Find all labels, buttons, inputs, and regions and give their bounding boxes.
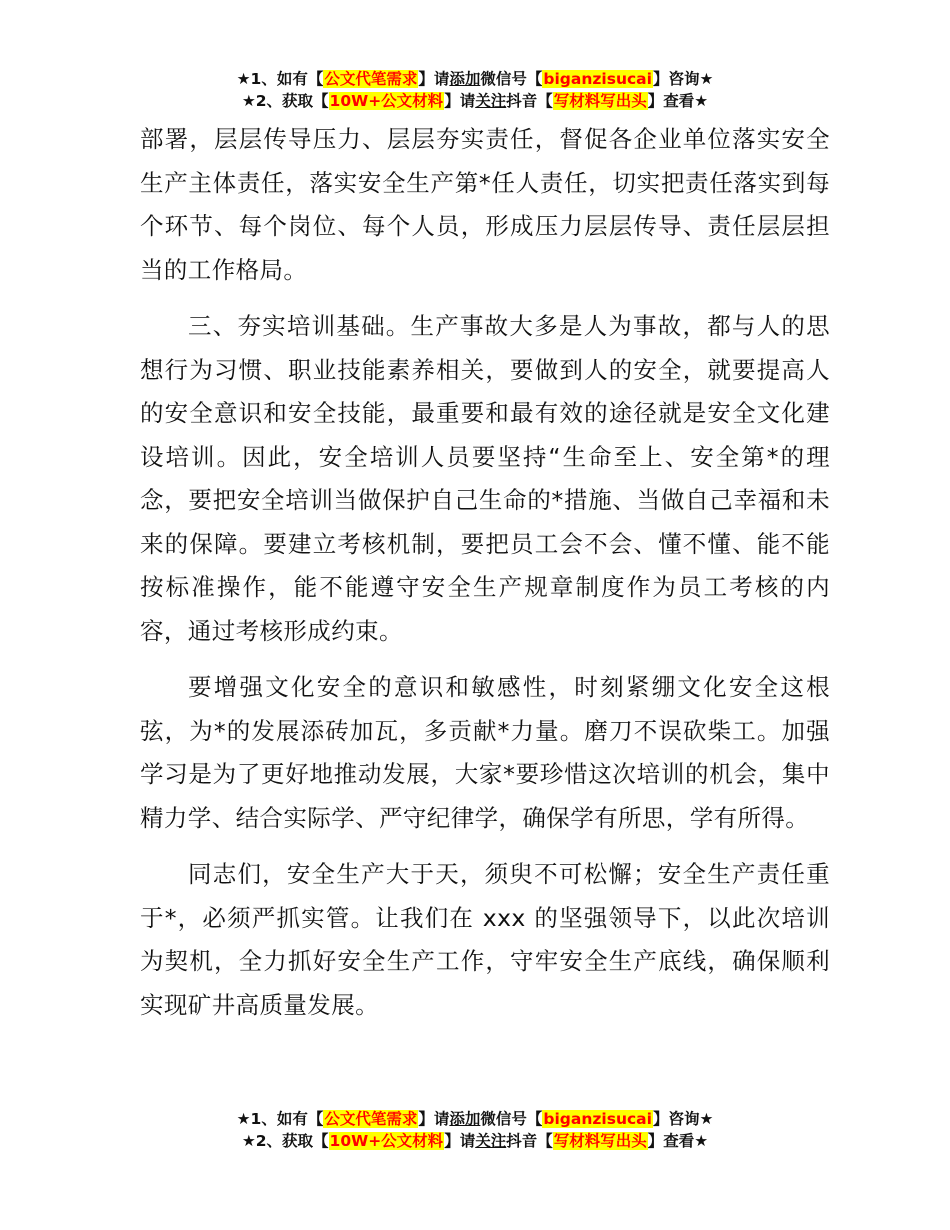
banner-text: 】请 [418,70,450,88]
banner-text: 】咨询★ [652,1110,714,1128]
underline-follow: 关注 [475,1132,507,1150]
banner-text: ★1、如有【 [236,1110,324,1128]
header-banner [0,68,950,112]
highlight-materials: 10W+公文材料 [329,1132,444,1150]
underline-add: 添加 [449,1110,481,1128]
banner-text: ★1、如有【 [236,70,324,88]
highlight-materials: 10W+公文材料 [329,92,444,110]
highlight-ghostwriting: 公文代笔需求 [324,70,418,88]
highlight-wechat-id: biganzisucai [543,1110,652,1128]
paragraph-cultural-safety: 要增强文化安全的意识和敏感性，时刻紧绷文化安全这根弦，为*的发展添砖加瓦，多贡献*力量。磨刀不误砍柴工。加强学习是为了更好地推动发展，大家*要珍惜这次培训的机会，集中精力学、结合实际学、严守纪律学，确保学有所思，学有所得。 [140,673,830,832]
banner-text: 抖音【 [506,1132,553,1150]
banner-text: 】查看★ [647,1132,709,1150]
paragraph-training-foundation: 三、夯实培训基础。生产事故大多是人为事故，都与人的思想行为习惯、职业技能素养相关，要做到人的安全，就要提高人的安全意识和安全技能，最重要和最有效的途径就是安全文化建设培训。因此，安全培训人员要坚持“生命至上、安全第*的理念，要把安全培训当做保护自己生命的*措施、当做自己幸福和未来的保障。要建立考核机制，要把员工会不会、懂不懂、能不能按标准操作，能不能遵守安全生产规章制度作为员工考核的内容，通过考核形成约束。 [140,312,830,645]
underline-follow: 关注 [475,92,507,110]
underline-add: 添加 [449,70,481,88]
banner-line-1 [0,68,950,90]
banner-text: 】请 [444,1132,476,1150]
banner-line-2 [0,90,950,112]
highlight-wechat-id: biganzisucai [543,70,652,88]
banner-text: 】咨询★ [652,70,714,88]
banner-text: 】查看★ [647,92,709,110]
banner-line-2 [0,1130,950,1152]
banner-line-1 [0,1108,950,1130]
banner-text: 微信号【 [480,1110,543,1128]
paragraph-closing: 同志们，安全生产大于天，须臾不可松懈；安全生产责任重于*，必须严抓实管。让我们在 xxx 的坚强领导下，以此次培训为契机，全力抓好安全生产工作，守牢安全生产底线，确保顺利实现矿井高质量发展。 [140,860,830,1019]
banner-text: 微信号【 [480,70,543,88]
banner-text: ★2、获取【 [241,1132,329,1150]
highlight-ghostwriting: 公文代笔需求 [324,1110,418,1128]
highlight-douyin-account: 写材料写出头 [553,92,647,110]
document-body [140,118,830,1040]
paragraph-continuation: 部署，层层传导压力、层层夯实责任，督促各企业单位落实安全生产主体责任，落实安全生产第*任人责任，切实把责任落实到每个环节、每个岗位、每个人员，形成压力层层传导、责任层层担当的工作格局。 [140,125,830,284]
banner-text: 】请 [444,92,476,110]
highlight-douyin-account: 写材料写出头 [553,1132,647,1150]
banner-text: 抖音【 [506,92,553,110]
banner-text: ★2、获取【 [241,92,329,110]
banner-text: 】请 [418,1110,450,1128]
footer-banner [0,1108,950,1152]
